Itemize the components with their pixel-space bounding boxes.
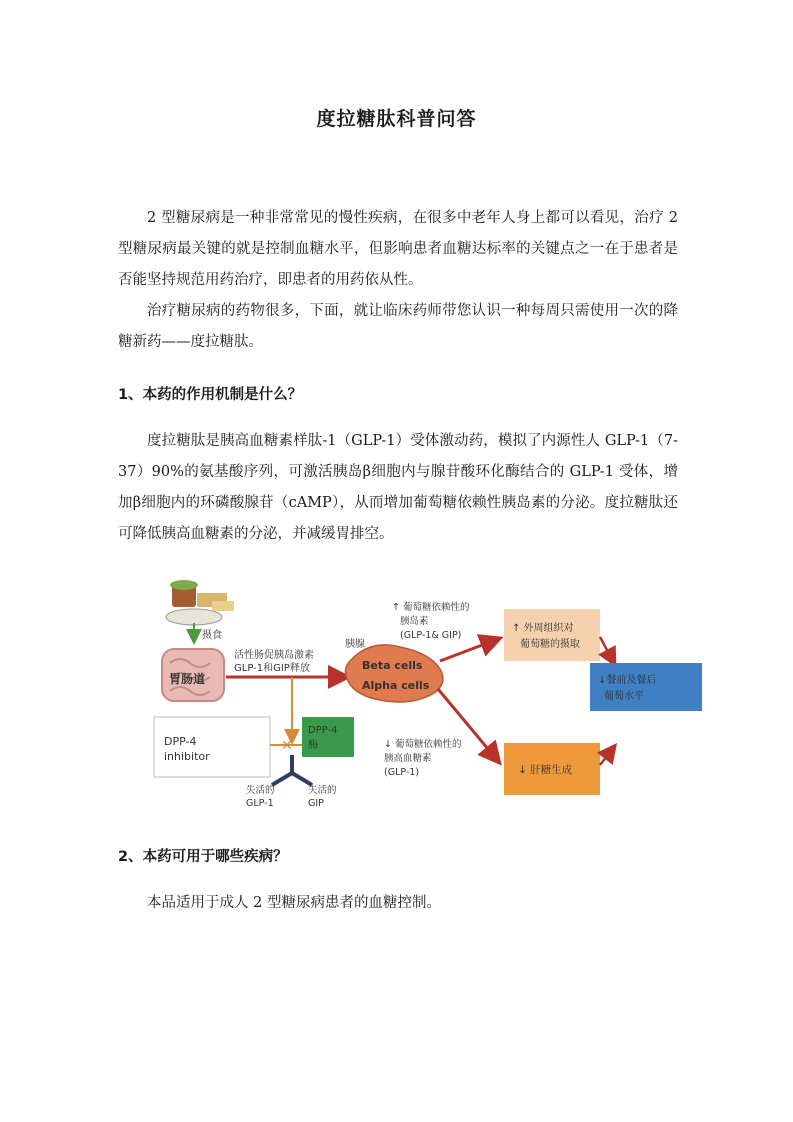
peripheral-to-glucose-arrow (600, 637, 614, 663)
pancreas-label: 胰腺 (345, 639, 365, 650)
peripheral-uptake-line-2: 葡萄糖的摄取 (520, 639, 580, 650)
inactivation-fork-icon (272, 755, 312, 785)
document-title: 度拉糖肽科普问答 (316, 108, 477, 130)
food-label: 摄食 (202, 630, 222, 641)
section-2-paragraph: 本品适用于成人 2 型糖尿病患者的血糖控制。 (147, 895, 441, 911)
peripheral-uptake-box (504, 609, 600, 661)
mechanism-diagram-svg (142, 565, 704, 810)
inactive-glp1-line-1: 失活的 (246, 785, 275, 796)
mechanism-diagram (142, 565, 704, 810)
intro-paragraph-1: 2 型糖尿病是一种非常常见的慢性疾病，在很多中老年人身上都可以看见，治疗 2 型糖尿病最关键的就是控制血糖水平，但影响患者血糖达标率的关键点之一在于患者是否能坚持规范用药治疗，即患者的用药依从性。 (118, 210, 678, 288)
insulin-line-2: 胰岛素 (400, 616, 429, 627)
dpp4-enzyme-line-1: DPP-4 (308, 725, 338, 736)
glucagon-line-2: 胰高血糖素 (384, 753, 432, 764)
block-x-icon: ✕ (281, 738, 293, 754)
food-plate-icon (166, 580, 234, 625)
insulin-line-1: ↑ 葡萄糖依赖性的 (392, 602, 470, 613)
beta-cells-label: Beta cells (362, 659, 423, 672)
incretin-release-line-1: 活性肠促胰岛激素 (234, 650, 314, 661)
intro-paragraph-2: 治疗糖尿病的药物很多，下面，就让临床药师带您认识一种每周只需使用一次的降糖新药——度拉糖肽。 (118, 303, 678, 350)
section-1-heading: 1、本药的作用机制是什么？ (118, 387, 303, 403)
dpp4-inhibitor-line-1: DPP-4 (164, 735, 197, 748)
glucose-level-box (590, 663, 702, 711)
glucagon-line-1: ↓ 葡萄糖依赖性的 (384, 739, 462, 750)
glucose-level-line-1: ↓餐前及餐后 (598, 675, 657, 686)
glucagon-line-3: (GLP-1) (384, 767, 420, 778)
pancreas-icon (345, 645, 442, 702)
hepatic-output-label: ↓ 肝糖生成 (518, 764, 573, 776)
incretin-release-line-2: GLP-1和GIP释放 (234, 663, 310, 674)
pancreas-to-peripheral-arrow (440, 639, 498, 661)
section-1-paragraph: 度拉糖肽是胰高血糖素样肽-1（GLP-1）受体激动药，模拟了内源性人 GLP-1（7-37）90%的氨基酸序列，可激活胰岛β细胞内与腺苷酸环化酶结合的 GLP-1 受体，增加β细胞内的环磷酸腺苷（cAMP），从而增加葡萄糖依赖性胰岛素的分泌。度拉糖肽还可降低胰高血糖素的分泌，并减缓胃排空。 (118, 433, 678, 542)
section-2-heading: 2、本药可用于哪些疾病？ (118, 849, 288, 865)
liver-to-glucose-arrow (600, 747, 614, 765)
dpp4-enzyme-box (302, 717, 354, 757)
pancreas-to-liver-arrow (438, 689, 498, 761)
inactive-gip-line-2: GIP (308, 798, 324, 809)
dpp4-inhibitor-line-2: inhibitor (164, 750, 210, 763)
inactive-gip-line-1: 失活的 (308, 785, 337, 796)
insulin-line-3: (GLP-1& GIP) (400, 630, 462, 641)
inactive-glp1-line-2: GLP-1 (246, 798, 274, 809)
dpp4-enzyme-line-2: 酶 (308, 740, 318, 751)
gut-label: 胃肠道 (169, 672, 206, 686)
alpha-cells-label: Alpha cells (362, 679, 430, 692)
glucose-level-line-2: 葡萄水平 (604, 691, 644, 702)
peripheral-uptake-line-1: ↑ 外周组织对 (512, 623, 574, 634)
